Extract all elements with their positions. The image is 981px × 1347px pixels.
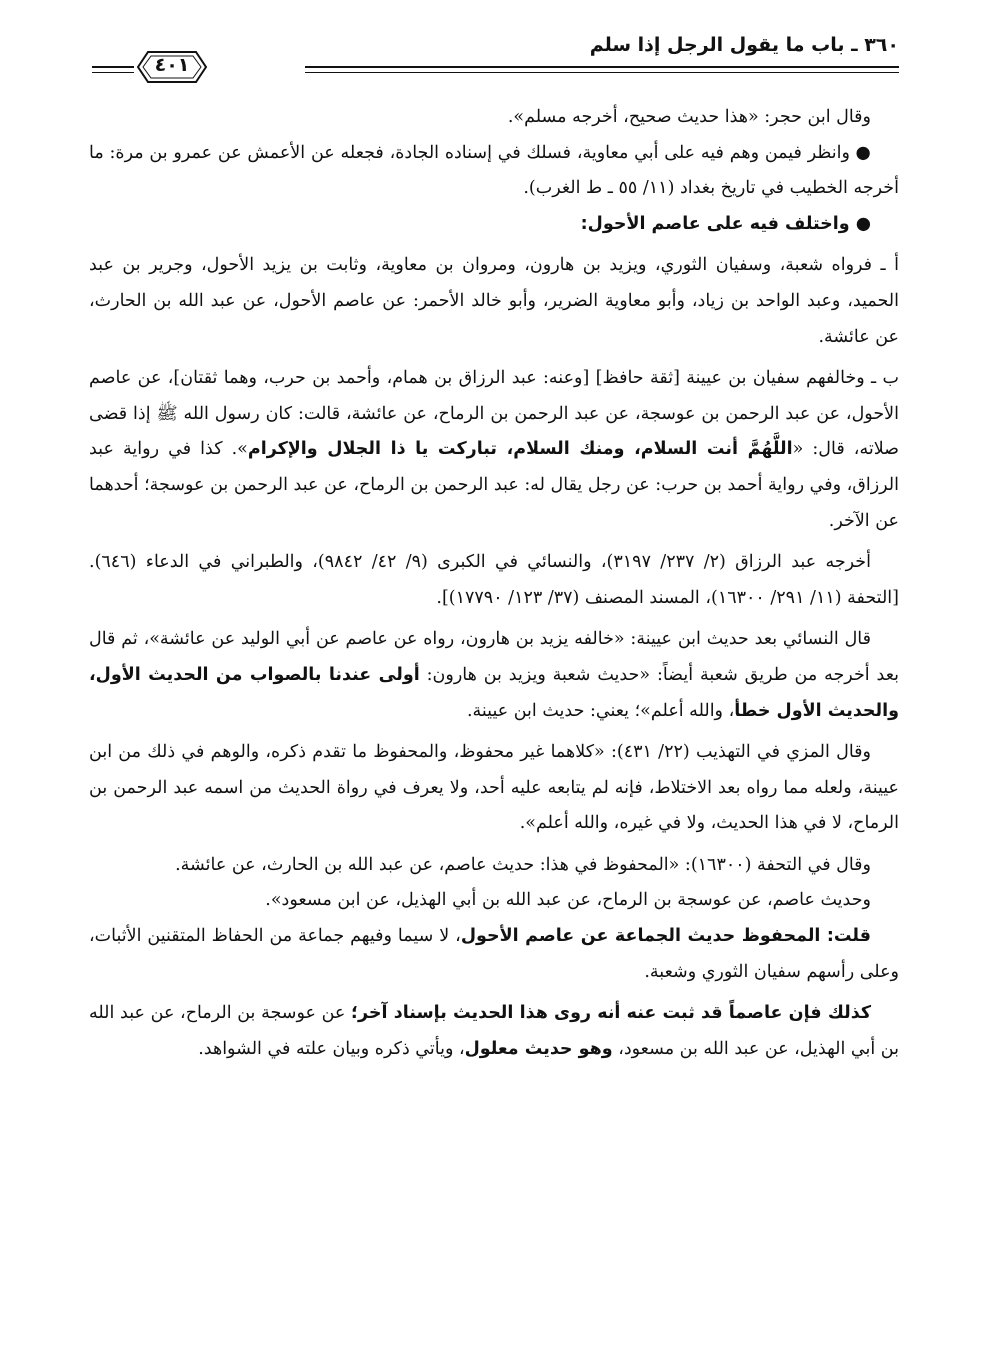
paragraph: ب ـ وخالفهم سفيان بن عيينة [ثقة حافظ] [وعنه: عبد الرزاق بن همام، وأحمد بن حرب، وهما ثقتان]، عن عاصم الأحول، عن عبد الرحمن بن عوسجة، عن عبد الرحمن بن الرماح، عن عائشة، قالت: كان رسول الله ﷺ إذا قضى صلاته، قال: «اللَّهُمَّ أنت السلام، ومنك السلام، تباركت يا ذا الجلال والإكرام». كذا في رواية عبد الرزاق، وفي رواية أحمد بن حرب: عن رجل يقال له: عبد الرحمن بن الرماح، عن عبد الرحمن بن عوسجة؛ أحدهما عن الآخر. [89, 368, 900, 531]
bullet-icon: ● [855, 142, 871, 163]
paragraph: قال النسائي بعد حديث ابن عيينة: «خالفه يزيد بن هارون، رواه عن عاصم عن أبي الوليد عن عائشة»، ثم قال بعد أخرجه من طريق شعبة أيضاً: «حديث شعبة ويزيد بن هارون: أولى عندنا بالصواب من الحديث الأول، والحديث الأول خطأ، والله أعلم»؛ يعني: حديث ابن عيينة. [89, 629, 900, 721]
chapter-title: ٣٦٠ ـ باب ما يقول الرجل إذا سلم [589, 34, 899, 56]
header-rule [305, 66, 899, 68]
paragraph: وقال ابن حجر: «هذا حديث صحيح، أخرجه مسلم». [507, 107, 871, 127]
paragraph: ● وانظر فيمن وهم فيه على أبي معاوية، فسلك في إسناده الجادة، فجعله عن الأعمش عن عمرو بن مرة: ما أخرجه الخطيب في تاريخ بغداد (١١/ ٥٥ ـ ط الغرب). [89, 142, 899, 199]
paragraph: وقال في التحفة (١٦٣٠٠): «المحفوظ في هذا: حديث عاصم، عن عبد الله بن الحارث، عن عائشة. [175, 854, 871, 875]
paragraph: قلت: المحفوظ حديث الجماعة عن عاصم الأحول، لا سيما وفيهم جماعة من الحفاظ المتقنين الأثبات، وعلى رأسهم سفيان الثوري وشعبة. [89, 926, 899, 982]
paragraph: أ ـ فرواه شعبة، وسفيان الثوري، ويزيد بن هارون، ومروان بن معاوية، وثابت بن يزيد الأحول، وجرير بن عبد الحميد، وعبد الواحد بن زياد، وأبو معاوية الضرير، وأبو خالد الأحمر: عن عاصم الأحول، عن عبد الله بن الحارث، عن عائشة. [89, 255, 899, 347]
body-text [89, 100, 899, 1067]
page-number-badge [136, 48, 208, 86]
paragraph: كذلك فإن عاصماً قد ثبت عنه أنه روى هذا الحديث بإسناد آخر؛ عن عوسجة بن الرماح، عن عبد الله بن أبي الهذيل، عن عبد الله بن مسعود، وهو حديث معلول، ويأتي ذكره وبيان علته في الشواهد. [89, 1003, 899, 1059]
header-rule-left-thin [92, 72, 134, 73]
page-number: ٤٠١ [154, 54, 190, 76]
paragraph: أخرجه عبد الرزاق (٢/ ٢٣٧/ ٣١٩٧)، والنسائي في الكبرى (٩/ ٤٢/ ٩٨٤٢)، والطبراني في الدعاء (٦٤٦). [التحفة (١١/ ٢٩١/ ١٦٣٠٠)، المسند المصنف (٣٧/ ١٢٣/ ١٧٧٩٠)]. [89, 552, 899, 608]
paragraph: وحديث عاصم، عن عوسجة بن الرماح، عن عبد الله بن أبي الهذيل، عن ابن مسعود». [265, 890, 871, 911]
header-rule-left [92, 66, 134, 68]
paragraph: وقال المزي في التهذيب (٢٢/ ٤٣١): «كلاهما غير محفوظ، والمحفوظ ما تقدم ذكره، والوهم في ذلك من ابن عيينة، ولعله مما رواه بعد الاختلاط، فإنه لم يتابعه عليه أحد، ولا يعرف في رواة الحديث من اسمه عبد الرحمن بن الرماح، لا في هذا الحديث، ولا في غيره، والله أعلم». [89, 742, 899, 834]
section-heading: ● واختلف فيه على عاصم الأحول: [580, 213, 871, 234]
header-rule-thin [305, 72, 899, 73]
